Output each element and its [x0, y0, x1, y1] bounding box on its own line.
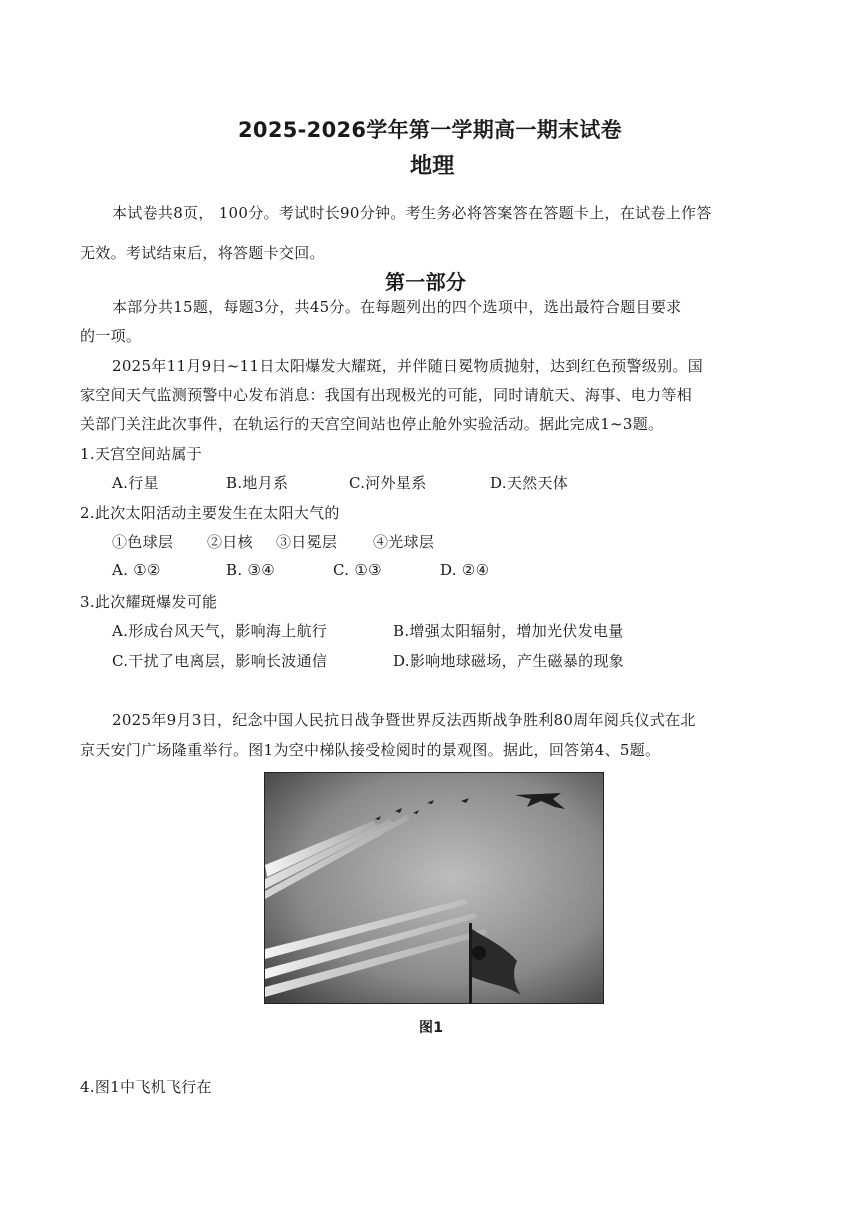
passage-2-line-1: 2025年9月3日，纪念中国人民抗日战争暨世界反法西斯战争胜利80周年阅兵仪式在北: [112, 711, 696, 729]
instructions-line-2: 无效。考试结束后，将答题卡交回。: [80, 244, 325, 262]
question-3-option-a: A.形成台风天气，影响海上航行: [112, 622, 328, 640]
question-4-stem: 4.图1中飞机飞行在: [80, 1078, 212, 1096]
question-2-item-3: ③日冕层: [276, 533, 338, 551]
question-1-option-b: B.地月系: [226, 474, 289, 492]
figure-caption: 图1: [419, 1020, 444, 1036]
question-1-option-c: C.河外星系: [349, 474, 427, 492]
figure-1-photo: [264, 772, 604, 1004]
question-3-option-c: C.干扰了电离层，影响长波通信: [112, 652, 328, 670]
question-2-item-4: ④光球层: [373, 533, 435, 551]
question-2-option-b: B. ③④: [226, 561, 275, 579]
flag-emblem: [472, 946, 486, 960]
passage-1-line-3: 关部门关注此次事件，在轨运行的天宫空间站也停止舱外实验活动。据此完成1~3题。: [80, 415, 664, 433]
flagpole: [469, 923, 472, 1004]
subject-title: 地理: [410, 154, 455, 179]
question-2-option-d: D. ②④: [440, 561, 490, 579]
part-heading: 第一部分: [385, 270, 467, 294]
question-2-option-c: C. ①③: [333, 561, 382, 579]
instructions-line-1: 本试卷共8页， 100分。考试时长90分钟。考生务必将答案答在答题卡上，在试卷上作答: [112, 204, 712, 222]
question-2-stem: 2.此次太阳活动主要发生在太阳大气的: [80, 504, 340, 522]
passage-1-line-2: 家空间天气监测预警中心发布消息：我国有出现极光的可能，同时请航天、海事、电力等相: [80, 386, 693, 404]
question-2-item-2: ②日核: [207, 533, 253, 551]
question-3-stem: 3.此次耀斑爆发可能: [80, 593, 218, 611]
question-1-option-a: A.行星: [112, 474, 159, 492]
question-3-option-b: B.增强太阳辐射，增加光伏发电量: [393, 622, 624, 640]
passage-2-line-2: 京天安门广场隆重举行。图1为空中梯队接受检阅时的景观图。据此，回答第4、5题。: [80, 741, 661, 759]
exam-title: 2025-2026学年第一学期高一期末试卷: [238, 118, 622, 142]
question-2-item-1: ①色球层: [112, 533, 174, 551]
flyover-image: [265, 773, 604, 1004]
question-2-option-a: A. ①②: [112, 561, 161, 579]
question-1-option-d: D.天然天体: [490, 474, 569, 492]
question-3-option-d: D.影响地球磁场，产生磁暴的现象: [393, 652, 625, 670]
sky-background: [265, 773, 604, 1004]
question-1-stem: 1.天宫空间站属于: [80, 445, 203, 463]
passage-1-line-1: 2025年11月9日~11日太阳爆发大耀斑，并伴随日冕物质抛射，达到红色预警级别。国: [112, 357, 704, 375]
part-intro-line-1: 本部分共15题，每题3分，共45分。在每题列出的四个选项中，选出最符合题目要求: [112, 298, 682, 316]
part-intro-line-2: 的一项。: [80, 327, 142, 345]
